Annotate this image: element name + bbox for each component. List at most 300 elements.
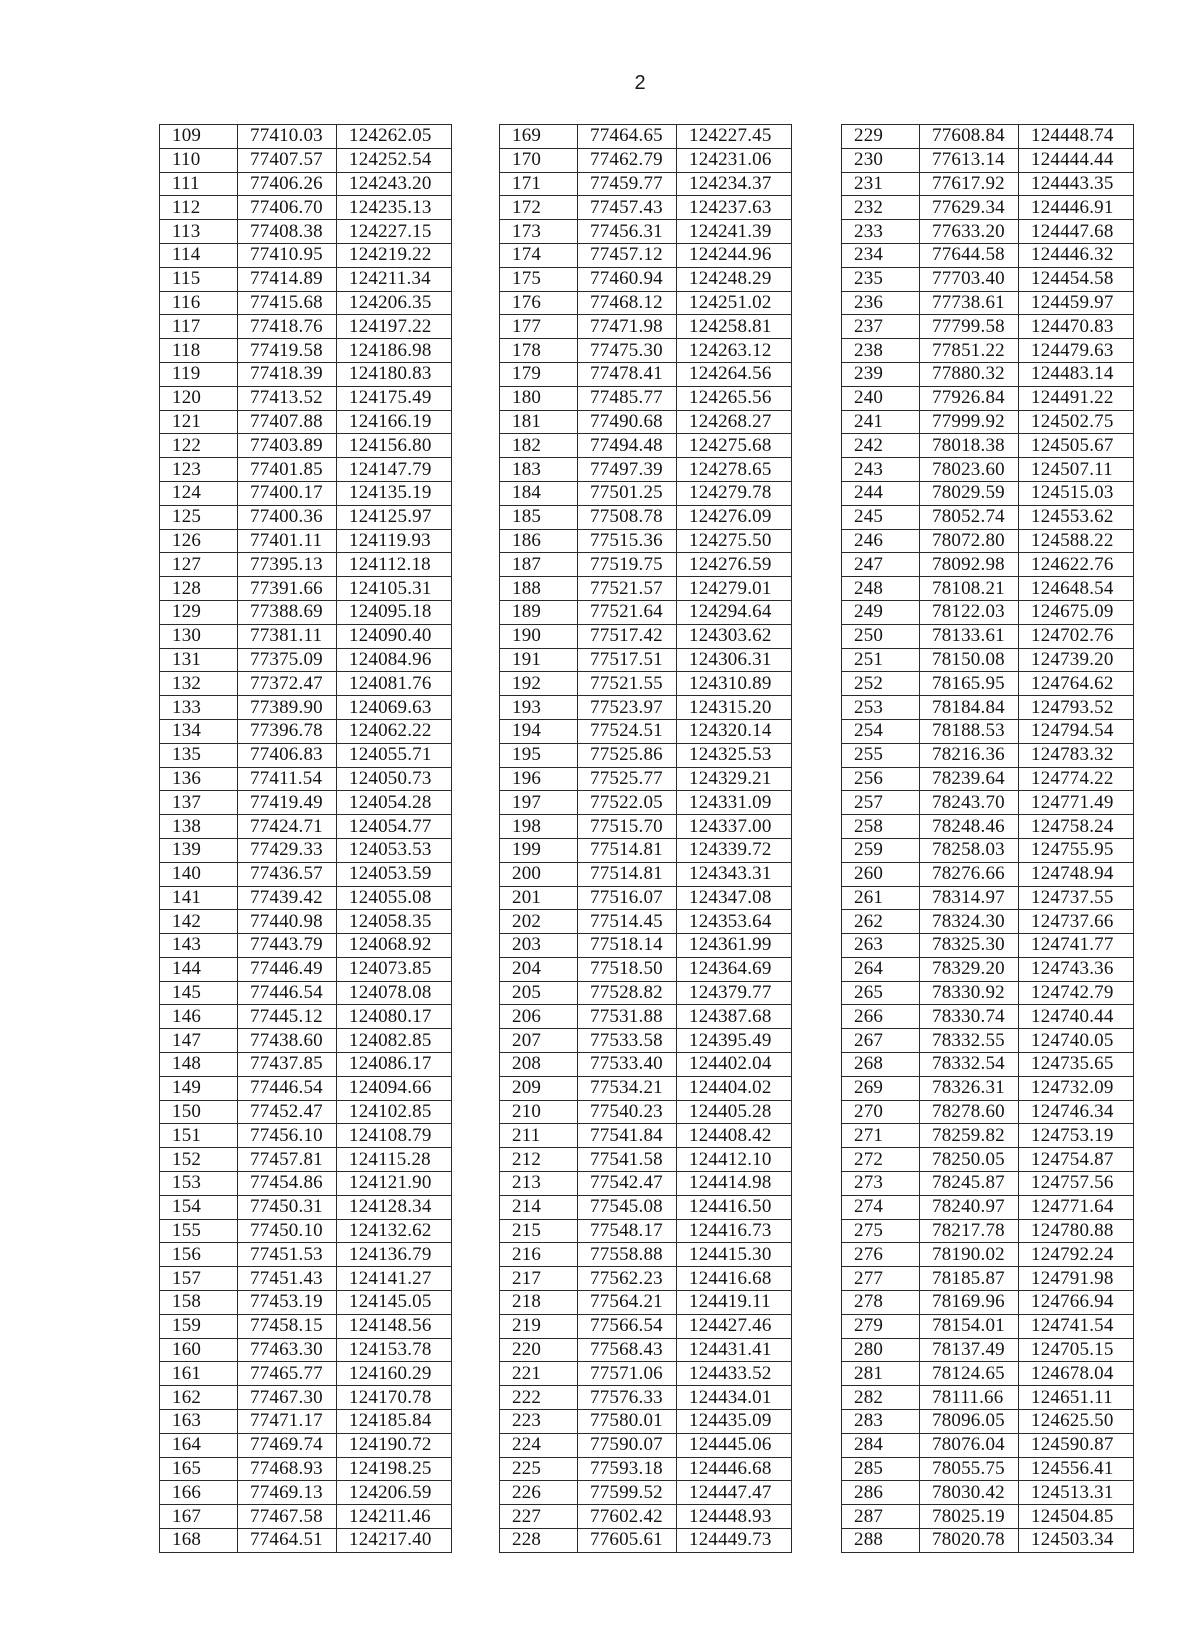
x-coordinate-cell: 77456.10 <box>238 1124 337 1148</box>
y-coordinate-cell: 124053.59 <box>337 862 452 886</box>
table-row <box>160 1053 452 1077</box>
x-coordinate-cell: 77388.69 <box>238 600 337 624</box>
x-coordinate-cell: 77564.21 <box>578 1291 677 1315</box>
table-row <box>842 577 1134 601</box>
y-coordinate-cell: 124479.63 <box>1019 339 1134 363</box>
y-coordinate-cell: 124241.39 <box>677 220 792 244</box>
y-coordinate-cell: 124515.03 <box>1019 481 1134 505</box>
table-row <box>842 672 1134 696</box>
x-coordinate-cell: 77454.86 <box>238 1172 337 1196</box>
table-row <box>160 600 452 624</box>
y-coordinate-cell: 124119.93 <box>337 529 452 553</box>
y-coordinate-cell: 124454.58 <box>1019 267 1134 291</box>
table-row <box>500 1291 792 1315</box>
point-number-cell: 212 <box>500 1148 578 1172</box>
table-row <box>160 672 452 696</box>
y-coordinate-cell: 124128.34 <box>337 1195 452 1219</box>
point-number-cell: 158 <box>160 1291 238 1315</box>
y-coordinate-cell: 124402.04 <box>677 1053 792 1077</box>
table-row <box>160 910 452 934</box>
point-number-cell: 204 <box>500 957 578 981</box>
point-number-cell: 206 <box>500 1005 578 1029</box>
point-number-cell: 148 <box>160 1053 238 1077</box>
point-number-cell: 157 <box>160 1267 238 1291</box>
table-row <box>842 957 1134 981</box>
table-row <box>842 1386 1134 1410</box>
point-number-cell: 112 <box>160 196 238 220</box>
point-number-cell: 199 <box>500 838 578 862</box>
coordinate-table-3 <box>841 124 1134 1553</box>
y-coordinate-cell: 124095.18 <box>337 600 452 624</box>
point-number-cell: 236 <box>842 291 920 315</box>
x-coordinate-cell: 78248.46 <box>920 815 1019 839</box>
point-number-cell: 263 <box>842 934 920 958</box>
y-coordinate-cell: 124746.34 <box>1019 1100 1134 1124</box>
point-number-cell: 244 <box>842 481 920 505</box>
point-number-cell: 270 <box>842 1100 920 1124</box>
point-number-cell: 144 <box>160 957 238 981</box>
table-row <box>160 1529 452 1553</box>
x-coordinate-cell: 78240.97 <box>920 1195 1019 1219</box>
table-row <box>500 339 792 363</box>
table-row <box>842 1433 1134 1457</box>
table-row <box>500 838 792 862</box>
point-number-cell: 170 <box>500 148 578 172</box>
table-row <box>842 743 1134 767</box>
y-coordinate-cell: 124553.62 <box>1019 505 1134 529</box>
y-coordinate-cell: 124262.05 <box>337 125 452 149</box>
table-row <box>842 1529 1134 1553</box>
y-coordinate-cell: 124412.10 <box>677 1148 792 1172</box>
table-row <box>842 1338 1134 1362</box>
x-coordinate-cell: 78185.87 <box>920 1267 1019 1291</box>
point-number-cell: 185 <box>500 505 578 529</box>
x-coordinate-cell: 77515.36 <box>578 529 677 553</box>
x-coordinate-cell: 78023.60 <box>920 458 1019 482</box>
table-row <box>160 267 452 291</box>
x-coordinate-cell: 78217.78 <box>920 1219 1019 1243</box>
x-coordinate-cell: 77644.58 <box>920 243 1019 267</box>
x-coordinate-cell: 77566.54 <box>578 1314 677 1338</box>
table-row <box>842 934 1134 958</box>
x-coordinate-cell: 78076.04 <box>920 1433 1019 1457</box>
point-number-cell: 113 <box>160 220 238 244</box>
point-number-cell: 282 <box>842 1386 920 1410</box>
point-number-cell: 153 <box>160 1172 238 1196</box>
x-coordinate-cell: 77467.58 <box>238 1505 337 1529</box>
x-coordinate-cell: 78332.54 <box>920 1053 1019 1077</box>
y-coordinate-cell: 124082.85 <box>337 1029 452 1053</box>
x-coordinate-cell: 77525.86 <box>578 743 677 767</box>
x-coordinate-cell: 78326.31 <box>920 1076 1019 1100</box>
point-number-cell: 278 <box>842 1291 920 1315</box>
table-row <box>500 1219 792 1243</box>
x-coordinate-cell: 78018.38 <box>920 434 1019 458</box>
table-row <box>500 458 792 482</box>
point-number-cell: 223 <box>500 1410 578 1434</box>
y-coordinate-cell: 124735.65 <box>1019 1053 1134 1077</box>
x-coordinate-cell: 77465.77 <box>238 1362 337 1386</box>
table-row <box>842 1410 1134 1434</box>
y-coordinate-cell: 124743.36 <box>1019 957 1134 981</box>
table-row <box>500 1172 792 1196</box>
y-coordinate-cell: 124449.73 <box>677 1529 792 1553</box>
x-coordinate-cell: 77593.18 <box>578 1457 677 1481</box>
table-row <box>842 1457 1134 1481</box>
x-coordinate-cell: 78329.20 <box>920 957 1019 981</box>
y-coordinate-cell: 124445.06 <box>677 1433 792 1457</box>
table-row <box>500 362 792 386</box>
point-number-cell: 165 <box>160 1457 238 1481</box>
table-row <box>842 624 1134 648</box>
table-row <box>160 220 452 244</box>
y-coordinate-cell: 124279.01 <box>677 577 792 601</box>
point-number-cell: 126 <box>160 529 238 553</box>
point-number-cell: 132 <box>160 672 238 696</box>
point-number-cell: 162 <box>160 1386 238 1410</box>
table-row <box>160 386 452 410</box>
point-number-cell: 285 <box>842 1457 920 1481</box>
y-coordinate-cell: 124766.94 <box>1019 1291 1134 1315</box>
table-row <box>160 315 452 339</box>
y-coordinate-cell: 124446.91 <box>1019 196 1134 220</box>
point-number-cell: 247 <box>842 553 920 577</box>
table-row <box>842 838 1134 862</box>
table-row <box>842 1053 1134 1077</box>
x-coordinate-cell: 77580.01 <box>578 1410 677 1434</box>
point-number-cell: 255 <box>842 743 920 767</box>
y-coordinate-cell: 124740.44 <box>1019 1005 1134 1029</box>
x-coordinate-cell: 77703.40 <box>920 267 1019 291</box>
y-coordinate-cell: 124227.15 <box>337 220 452 244</box>
x-coordinate-cell: 77533.58 <box>578 1029 677 1053</box>
y-coordinate-cell: 124791.98 <box>1019 1267 1134 1291</box>
y-coordinate-cell: 124780.88 <box>1019 1219 1134 1243</box>
table-row <box>500 886 792 910</box>
coordinate-table-body <box>500 125 792 1553</box>
x-coordinate-cell: 77558.88 <box>578 1243 677 1267</box>
y-coordinate-cell: 124379.77 <box>677 981 792 1005</box>
x-coordinate-cell: 77613.14 <box>920 148 1019 172</box>
y-coordinate-cell: 124248.29 <box>677 267 792 291</box>
y-coordinate-cell: 124459.97 <box>1019 291 1134 315</box>
point-number-cell: 284 <box>842 1433 920 1457</box>
table-row <box>160 981 452 1005</box>
y-coordinate-cell: 124446.68 <box>677 1457 792 1481</box>
point-number-cell: 266 <box>842 1005 920 1029</box>
y-coordinate-cell: 124491.22 <box>1019 386 1134 410</box>
point-number-cell: 249 <box>842 600 920 624</box>
point-number-cell: 220 <box>500 1338 578 1362</box>
table-row <box>160 1386 452 1410</box>
y-coordinate-cell: 124737.66 <box>1019 910 1134 934</box>
y-coordinate-cell: 124678.04 <box>1019 1362 1134 1386</box>
y-coordinate-cell: 124303.62 <box>677 624 792 648</box>
y-coordinate-cell: 124227.45 <box>677 125 792 149</box>
table-row <box>500 386 792 410</box>
y-coordinate-cell: 124792.24 <box>1019 1243 1134 1267</box>
point-number-cell: 239 <box>842 362 920 386</box>
point-number-cell: 145 <box>160 981 238 1005</box>
y-coordinate-cell: 124320.14 <box>677 719 792 743</box>
table-row <box>500 410 792 434</box>
y-coordinate-cell: 124263.12 <box>677 339 792 363</box>
x-coordinate-cell: 77415.68 <box>238 291 337 315</box>
table-row <box>500 1243 792 1267</box>
x-coordinate-cell: 77457.43 <box>578 196 677 220</box>
table-row <box>500 981 792 1005</box>
point-number-cell: 264 <box>842 957 920 981</box>
y-coordinate-cell: 124211.34 <box>337 267 452 291</box>
x-coordinate-cell: 77605.61 <box>578 1529 677 1553</box>
y-coordinate-cell: 124186.98 <box>337 339 452 363</box>
y-coordinate-cell: 124053.53 <box>337 838 452 862</box>
x-coordinate-cell: 77541.58 <box>578 1148 677 1172</box>
point-number-cell: 230 <box>842 148 920 172</box>
x-coordinate-cell: 77411.54 <box>238 767 337 791</box>
point-number-cell: 226 <box>500 1481 578 1505</box>
point-number-cell: 135 <box>160 743 238 767</box>
point-number-cell: 125 <box>160 505 238 529</box>
point-number-cell: 124 <box>160 481 238 505</box>
table-row <box>842 648 1134 672</box>
y-coordinate-cell: 124055.08 <box>337 886 452 910</box>
x-coordinate-cell: 77424.71 <box>238 815 337 839</box>
y-coordinate-cell: 124431.41 <box>677 1338 792 1362</box>
y-coordinate-cell: 124105.31 <box>337 577 452 601</box>
x-coordinate-cell: 77518.14 <box>578 934 677 958</box>
point-number-cell: 222 <box>500 1386 578 1410</box>
table-row <box>160 1410 452 1434</box>
y-coordinate-cell: 124198.25 <box>337 1457 452 1481</box>
x-coordinate-cell: 77468.12 <box>578 291 677 315</box>
table-row <box>842 243 1134 267</box>
point-number-cell: 207 <box>500 1029 578 1053</box>
table-row <box>842 434 1134 458</box>
table-row <box>842 886 1134 910</box>
point-number-cell: 275 <box>842 1219 920 1243</box>
table-row <box>842 291 1134 315</box>
x-coordinate-cell: 78190.02 <box>920 1243 1019 1267</box>
x-coordinate-cell: 78259.82 <box>920 1124 1019 1148</box>
point-number-cell: 159 <box>160 1314 238 1338</box>
y-coordinate-cell: 124315.20 <box>677 696 792 720</box>
table-row <box>842 1314 1134 1338</box>
table-row <box>500 1053 792 1077</box>
x-coordinate-cell: 78122.03 <box>920 600 1019 624</box>
table-row <box>842 1124 1134 1148</box>
x-coordinate-cell: 77414.89 <box>238 267 337 291</box>
table-row <box>500 481 792 505</box>
point-number-cell: 131 <box>160 648 238 672</box>
x-coordinate-cell: 78150.08 <box>920 648 1019 672</box>
x-coordinate-cell: 77464.65 <box>578 125 677 149</box>
point-number-cell: 175 <box>500 267 578 291</box>
y-coordinate-cell: 124771.64 <box>1019 1195 1134 1219</box>
x-coordinate-cell: 78124.65 <box>920 1362 1019 1386</box>
y-coordinate-cell: 124275.68 <box>677 434 792 458</box>
y-coordinate-cell: 124416.73 <box>677 1219 792 1243</box>
y-coordinate-cell: 124771.49 <box>1019 791 1134 815</box>
table-row <box>160 339 452 363</box>
y-coordinate-cell: 124294.64 <box>677 600 792 624</box>
table-row <box>160 815 452 839</box>
y-coordinate-cell: 124622.76 <box>1019 553 1134 577</box>
table-row <box>842 1172 1134 1196</box>
y-coordinate-cell: 124651.11 <box>1019 1386 1134 1410</box>
x-coordinate-cell: 77395.13 <box>238 553 337 577</box>
x-coordinate-cell: 77514.45 <box>578 910 677 934</box>
table-row <box>500 1267 792 1291</box>
x-coordinate-cell: 77851.22 <box>920 339 1019 363</box>
point-number-cell: 127 <box>160 553 238 577</box>
y-coordinate-cell: 124325.53 <box>677 743 792 767</box>
x-coordinate-cell: 77440.98 <box>238 910 337 934</box>
y-coordinate-cell: 124742.79 <box>1019 981 1134 1005</box>
y-coordinate-cell: 124234.37 <box>677 172 792 196</box>
y-coordinate-cell: 124758.24 <box>1019 815 1134 839</box>
table-row <box>160 838 452 862</box>
y-coordinate-cell: 124556.41 <box>1019 1457 1134 1481</box>
point-number-cell: 238 <box>842 339 920 363</box>
x-coordinate-cell: 78330.92 <box>920 981 1019 1005</box>
y-coordinate-cell: 124185.84 <box>337 1410 452 1434</box>
y-coordinate-cell: 124502.75 <box>1019 410 1134 434</box>
point-number-cell: 200 <box>500 862 578 886</box>
point-number-cell: 209 <box>500 1076 578 1100</box>
y-coordinate-cell: 124055.71 <box>337 743 452 767</box>
point-number-cell: 154 <box>160 1195 238 1219</box>
y-coordinate-cell: 124278.65 <box>677 458 792 482</box>
y-coordinate-cell: 124197.22 <box>337 315 452 339</box>
table-row <box>160 1338 452 1362</box>
y-coordinate-cell: 124206.59 <box>337 1481 452 1505</box>
x-coordinate-cell: 77410.03 <box>238 125 337 149</box>
y-coordinate-cell: 124054.77 <box>337 815 452 839</box>
table-row <box>842 767 1134 791</box>
table-row <box>160 1005 452 1029</box>
point-number-cell: 287 <box>842 1505 920 1529</box>
table-row <box>842 1362 1134 1386</box>
table-row <box>160 148 452 172</box>
table-row <box>500 220 792 244</box>
point-number-cell: 151 <box>160 1124 238 1148</box>
point-number-cell: 261 <box>842 886 920 910</box>
table-row <box>160 362 452 386</box>
point-number-cell: 208 <box>500 1053 578 1077</box>
point-number-cell: 133 <box>160 696 238 720</box>
x-coordinate-cell: 78330.74 <box>920 1005 1019 1029</box>
point-number-cell: 177 <box>500 315 578 339</box>
x-coordinate-cell: 78276.66 <box>920 862 1019 886</box>
point-number-cell: 217 <box>500 1267 578 1291</box>
y-coordinate-cell: 124180.83 <box>337 362 452 386</box>
table-row <box>500 434 792 458</box>
y-coordinate-cell: 124062.22 <box>337 719 452 743</box>
point-number-cell: 198 <box>500 815 578 839</box>
coordinate-table-body <box>842 125 1134 1553</box>
point-number-cell: 280 <box>842 1338 920 1362</box>
x-coordinate-cell: 77407.88 <box>238 410 337 434</box>
x-coordinate-cell: 77542.47 <box>578 1172 677 1196</box>
x-coordinate-cell: 77439.42 <box>238 886 337 910</box>
table-row <box>500 672 792 696</box>
table-row <box>500 243 792 267</box>
table-row <box>500 791 792 815</box>
y-coordinate-cell: 124331.09 <box>677 791 792 815</box>
point-number-cell: 176 <box>500 291 578 315</box>
y-coordinate-cell: 124648.54 <box>1019 577 1134 601</box>
x-coordinate-cell: 78111.66 <box>920 1386 1019 1410</box>
y-coordinate-cell: 124054.28 <box>337 791 452 815</box>
y-coordinate-cell: 124190.72 <box>337 1433 452 1457</box>
y-coordinate-cell: 124675.09 <box>1019 600 1134 624</box>
x-coordinate-cell: 77633.20 <box>920 220 1019 244</box>
x-coordinate-cell: 77617.92 <box>920 172 1019 196</box>
y-coordinate-cell: 124741.77 <box>1019 934 1134 958</box>
y-coordinate-cell: 124415.30 <box>677 1243 792 1267</box>
point-number-cell: 189 <box>500 600 578 624</box>
point-number-cell: 193 <box>500 696 578 720</box>
y-coordinate-cell: 124132.62 <box>337 1219 452 1243</box>
table-row <box>500 1029 792 1053</box>
table-row <box>500 957 792 981</box>
x-coordinate-cell: 78165.95 <box>920 672 1019 696</box>
y-coordinate-cell: 124513.31 <box>1019 1481 1134 1505</box>
y-coordinate-cell: 124156.80 <box>337 434 452 458</box>
point-number-cell: 179 <box>500 362 578 386</box>
point-number-cell: 214 <box>500 1195 578 1219</box>
x-coordinate-cell: 78055.75 <box>920 1457 1019 1481</box>
y-coordinate-cell: 124588.22 <box>1019 529 1134 553</box>
point-number-cell: 187 <box>500 553 578 577</box>
point-number-cell: 256 <box>842 767 920 791</box>
point-number-cell: 271 <box>842 1124 920 1148</box>
x-coordinate-cell: 77429.33 <box>238 838 337 862</box>
table-row <box>160 1219 452 1243</box>
point-number-cell: 246 <box>842 529 920 553</box>
x-coordinate-cell: 77926.84 <box>920 386 1019 410</box>
x-coordinate-cell: 77459.77 <box>578 172 677 196</box>
x-coordinate-cell: 78239.64 <box>920 767 1019 791</box>
table-row <box>160 172 452 196</box>
x-coordinate-cell: 77471.17 <box>238 1410 337 1434</box>
y-coordinate-cell: 124148.56 <box>337 1314 452 1338</box>
y-coordinate-cell: 124166.19 <box>337 410 452 434</box>
y-coordinate-cell: 124069.63 <box>337 696 452 720</box>
x-coordinate-cell: 77599.52 <box>578 1481 677 1505</box>
point-number-cell: 288 <box>842 1529 920 1553</box>
point-number-cell: 216 <box>500 1243 578 1267</box>
point-number-cell: 237 <box>842 315 920 339</box>
coordinate-table-1 <box>159 124 452 1553</box>
x-coordinate-cell: 78108.21 <box>920 577 1019 601</box>
x-coordinate-cell: 77467.30 <box>238 1386 337 1410</box>
table-row <box>842 315 1134 339</box>
y-coordinate-cell: 124625.50 <box>1019 1410 1134 1434</box>
point-number-cell: 196 <box>500 767 578 791</box>
point-number-cell: 143 <box>160 934 238 958</box>
x-coordinate-cell: 77525.77 <box>578 767 677 791</box>
y-coordinate-cell: 124448.74 <box>1019 125 1134 149</box>
y-coordinate-cell: 124774.22 <box>1019 767 1134 791</box>
table-row <box>500 196 792 220</box>
x-coordinate-cell: 77418.39 <box>238 362 337 386</box>
table-row <box>842 1219 1134 1243</box>
point-number-cell: 190 <box>500 624 578 648</box>
x-coordinate-cell: 77446.54 <box>238 981 337 1005</box>
point-number-cell: 149 <box>160 1076 238 1100</box>
